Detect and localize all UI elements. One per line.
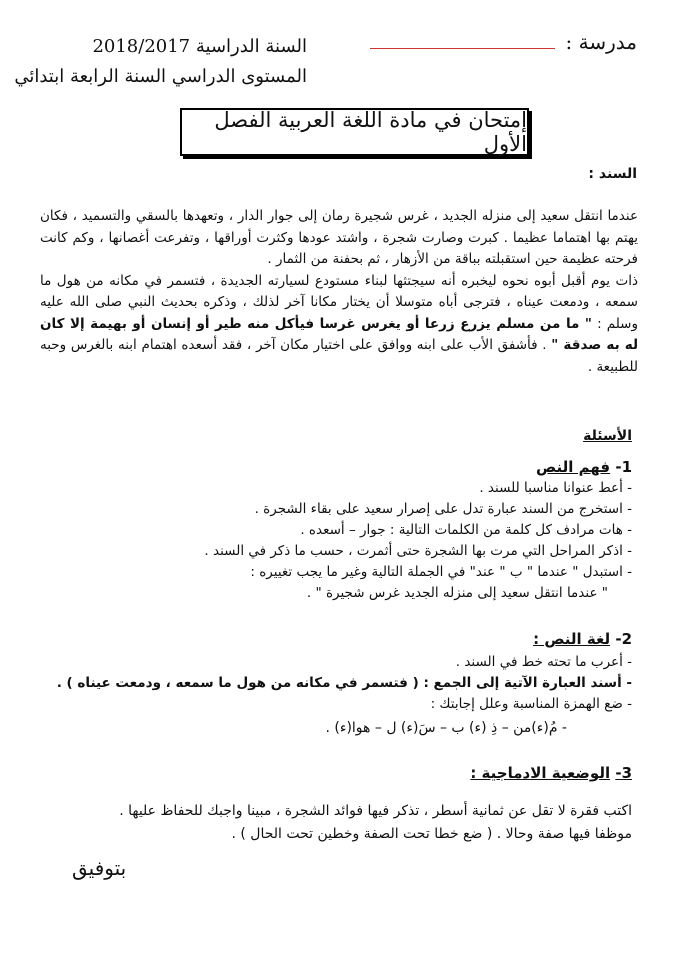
list-item: - استخرج من السند عبارة تدل على إصرار سعيد على بقاء الشجرة . [254, 501, 632, 517]
school-label: مدرسة : [565, 30, 637, 54]
list-item: - هات مرادف كل كلمة من الكلمات التالية : جوار – أسعده . [300, 522, 632, 538]
passage-paragraph-1: عندما انتقل سعيد إلى منزله الجديد ، غرس شجيرة رمان إلى جوار الدار ، وتعهدها بالسقي والتسميد ، فكان يهتم بها اهتماما عظيما . كبرت وصارت شجرة ، واشتد عودها وكثرت أوراقها ، وتفرعت أغصانها ، وكم كانت فرحته عظيمة حين استقبلته بباقة من الأزهار ، ثم بحفنة من الثمار . [40, 208, 638, 267]
section-3-title: الوضعية الادماجية : [470, 764, 611, 782]
school-field [370, 30, 637, 54]
section-1-heading: 1- فهم النص [536, 458, 632, 476]
reading-passage [40, 206, 638, 378]
school-blank [370, 48, 555, 49]
list-item: - اذكر المراحل التي مرت بها الشجرة حتى أثمرت ، حسب ما ذكر في السند . [204, 543, 632, 559]
integration-task [32, 800, 632, 846]
list-item: - استبدل " عندما " ب " عند" في الجملة التالية وغير ما يجب تغييره : [250, 564, 632, 580]
passage-paragraph-2-end: . فأشفق الأب على ابنه ووافق على اختيار مكان آخر ، فقد أسعده اهتمام ابنه بالغرس وحبه للطبيعة . [40, 337, 638, 375]
list-item: " عندما انتقل سعيد إلى منزله الجديد غرس شجيرة " . [306, 585, 608, 601]
exam-title: إمتحان في مادة اللغة العربية الفصل الأول [214, 108, 527, 156]
sanad-label: السند : [588, 166, 637, 182]
closing-wish: بتوفيق [72, 856, 127, 880]
list-item: - ضع الهمزة المناسبة وعلل إجابتك : [430, 696, 632, 712]
task-line: موظفا فيها صفة وحالا . ( ضع خطا تحت الصفة وخطين تحت الحال ) . [231, 826, 632, 842]
list-item: - أسند العبارة الآتية إلى الجمع : ( فتسمر في مكانه من هول ما سمعه ، ودمعت عيناه ) . [56, 675, 632, 691]
hamza-exercise: - مُ(ء)من – ذِ (ء) ب – سَ(ء) ل – هوا(ء) . [325, 720, 567, 736]
list-item: - أعط عنوانا مناسبا للسند . [479, 480, 632, 496]
school-year: السنة الدراسية 2018/2017 [92, 36, 307, 57]
grade-level: المستوى الدراسي السنة الرابعة ابتدائي [14, 66, 307, 87]
section-2-title: لغة النص : [533, 630, 611, 648]
list-item: - أعرب ما تحته خط في السند . [455, 654, 632, 670]
section-1-questions [32, 478, 632, 604]
section-2-heading: 2- لغة النص : [533, 630, 632, 648]
hadith-quote: " ما من مسلم يزرع زرعا أو يغرس غرسا فيأكل منه طير أو إنسان أو بهيمة إلا كان له به صدقة " [40, 315, 639, 353]
passage-paragraph-2 [40, 271, 638, 379]
exam-title-box [180, 108, 529, 156]
section-1-title: فهم النص [536, 458, 611, 476]
passage-paragraph-2-text: ذات يوم أقبل أبوه نحوه ليخبره أنه سيجتثها لبناء مستودع لسيارته الجديدة ، فتسمر في مكانه من هول ما سمعه ، ودمعت عيناه ، فترجى أباه متوسلا أن يختار مكانا آخر لذلك ، وذكره بحديث النبي صلى الله عليه وسلم : [40, 272, 639, 332]
section-2-questions [32, 652, 632, 715]
task-line: اكتب فقرة لا تقل عن ثمانية أسطر ، تذكر فيها فوائد الشجرة ، مبينا واجبك للحفاظ عليها . [119, 803, 632, 819]
section-3-heading: 3- الوضعية الادماجية : [470, 764, 632, 782]
questions-label: الأسئلة [583, 428, 632, 444]
